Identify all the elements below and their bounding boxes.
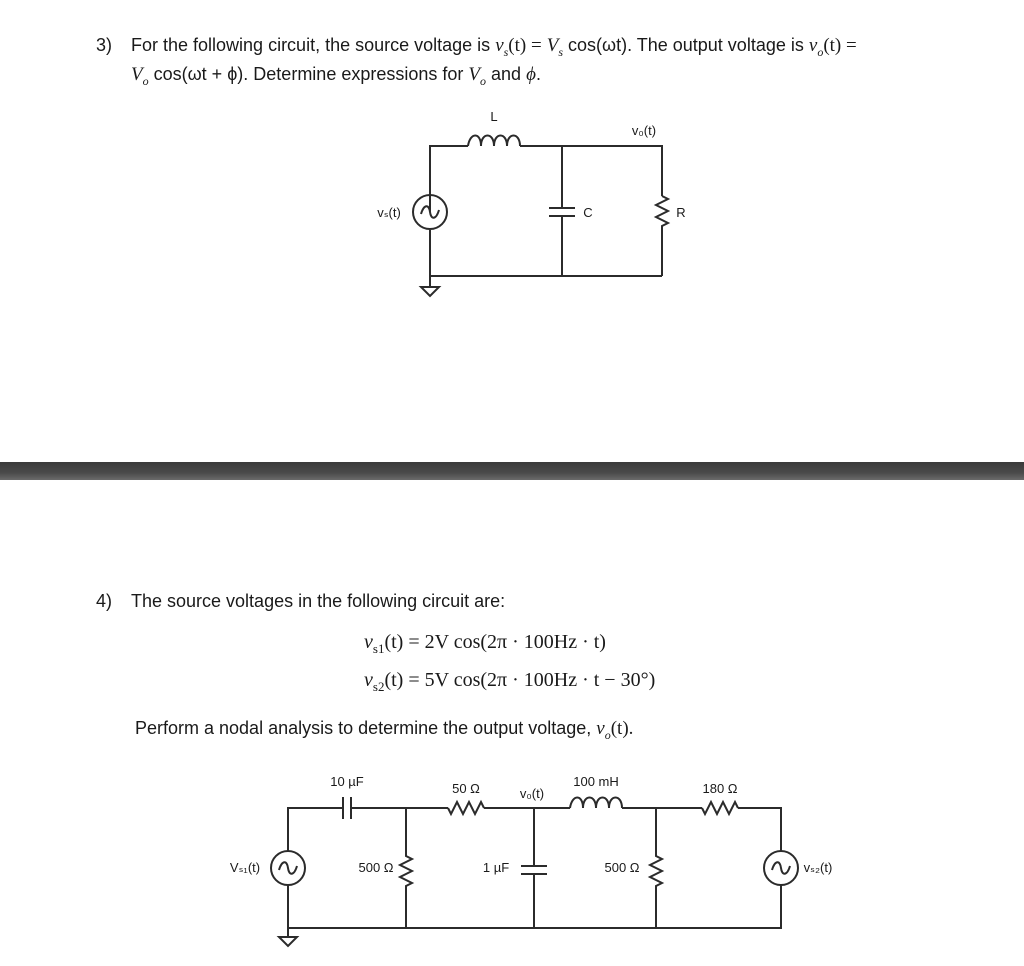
sine-wave-icon [279, 862, 297, 874]
resistor-R [656, 196, 668, 276]
vo-symbol-p4: $v_o(t)$. [596, 718, 634, 742]
problem4-number: 4) [96, 591, 113, 611]
bottom-wire [430, 230, 662, 276]
resistor-180 [702, 802, 738, 814]
problem3-line2-text: Determine expressions for [253, 64, 464, 84]
label-vs: vₛ(t) [377, 205, 401, 220]
top-right-wire [520, 146, 662, 196]
p4-top-left-wire [288, 808, 343, 851]
equation-vs2: $v_{s2}(t) = 5V$ cos(2π · 100Hz · t − 30°) [364, 669, 656, 694]
Vo-amplitude-2: $V_o$ [468, 64, 487, 88]
resistor-500b [650, 808, 662, 928]
Vs-amplitude: $V_s$ [546, 35, 563, 59]
problem4-instruction: Perform a nodal analysis to determine the output voltage, $v_o(t)$. [135, 718, 634, 742]
label-50ohm: 50 Ω [452, 781, 480, 796]
problem3-number: 3) [96, 35, 113, 55]
problem3-cos-text: cos(ωt). The output voltage is [568, 35, 804, 55]
ground-icon [279, 928, 297, 946]
label-vo-p4: v₀(t) [519, 786, 545, 801]
capacitor-C [549, 146, 575, 276]
phi-symbol: ϕ [526, 64, 536, 85]
resistor-50 [448, 802, 484, 814]
label-L: L [490, 109, 498, 124]
capacitor-1uF [521, 808, 547, 928]
capacitor-10uF [343, 797, 351, 819]
vo-symbol: $v_o(t)$ = [808, 35, 857, 59]
ground-icon [421, 276, 439, 296]
equation-vs1: $v_{s1}(t) = 2V$ cos(2π · 100Hz · t) [364, 631, 606, 656]
label-500ohm-a: 500 Ω [358, 860, 394, 875]
left-top-wire [430, 146, 468, 212]
label-500ohm-b: 500 Ω [604, 860, 640, 875]
problem3-period: . [535, 64, 541, 84]
sine-wave-icon [772, 862, 790, 874]
label-vo: v₀(t) [631, 123, 657, 138]
problem4-intro: The source voltages in the following circuit are: [131, 591, 506, 611]
p4-top-right-wire [738, 808, 781, 851]
label-1uF: 1 µF [482, 860, 510, 875]
resistor-500a [400, 808, 412, 928]
label-R: R [676, 205, 686, 220]
label-vs1: Vₛ₁(t) [229, 860, 261, 875]
problem4-circuit [230, 774, 832, 946]
label-C: C [583, 205, 593, 220]
Vo-amplitude: $V_o$ [131, 64, 149, 88]
problem3-text-line1: For the following circuit, the source voltage is [131, 35, 491, 55]
problem3-and: and [491, 64, 522, 84]
inductor-L [468, 136, 520, 147]
problem3-line2-cos: cos(ωt + ϕ). [153, 64, 249, 84]
inductor-100mH [570, 798, 622, 809]
label-10uF: 10 µF [330, 774, 364, 789]
label-180ohm: 180 Ω [702, 781, 738, 796]
vs-symbol: $v_s(t)$ = [495, 35, 542, 59]
label-vs2: vₛ₂(t) [803, 860, 833, 875]
section-divider [0, 462, 1024, 480]
label-100mH: 100 mH [573, 774, 619, 789]
